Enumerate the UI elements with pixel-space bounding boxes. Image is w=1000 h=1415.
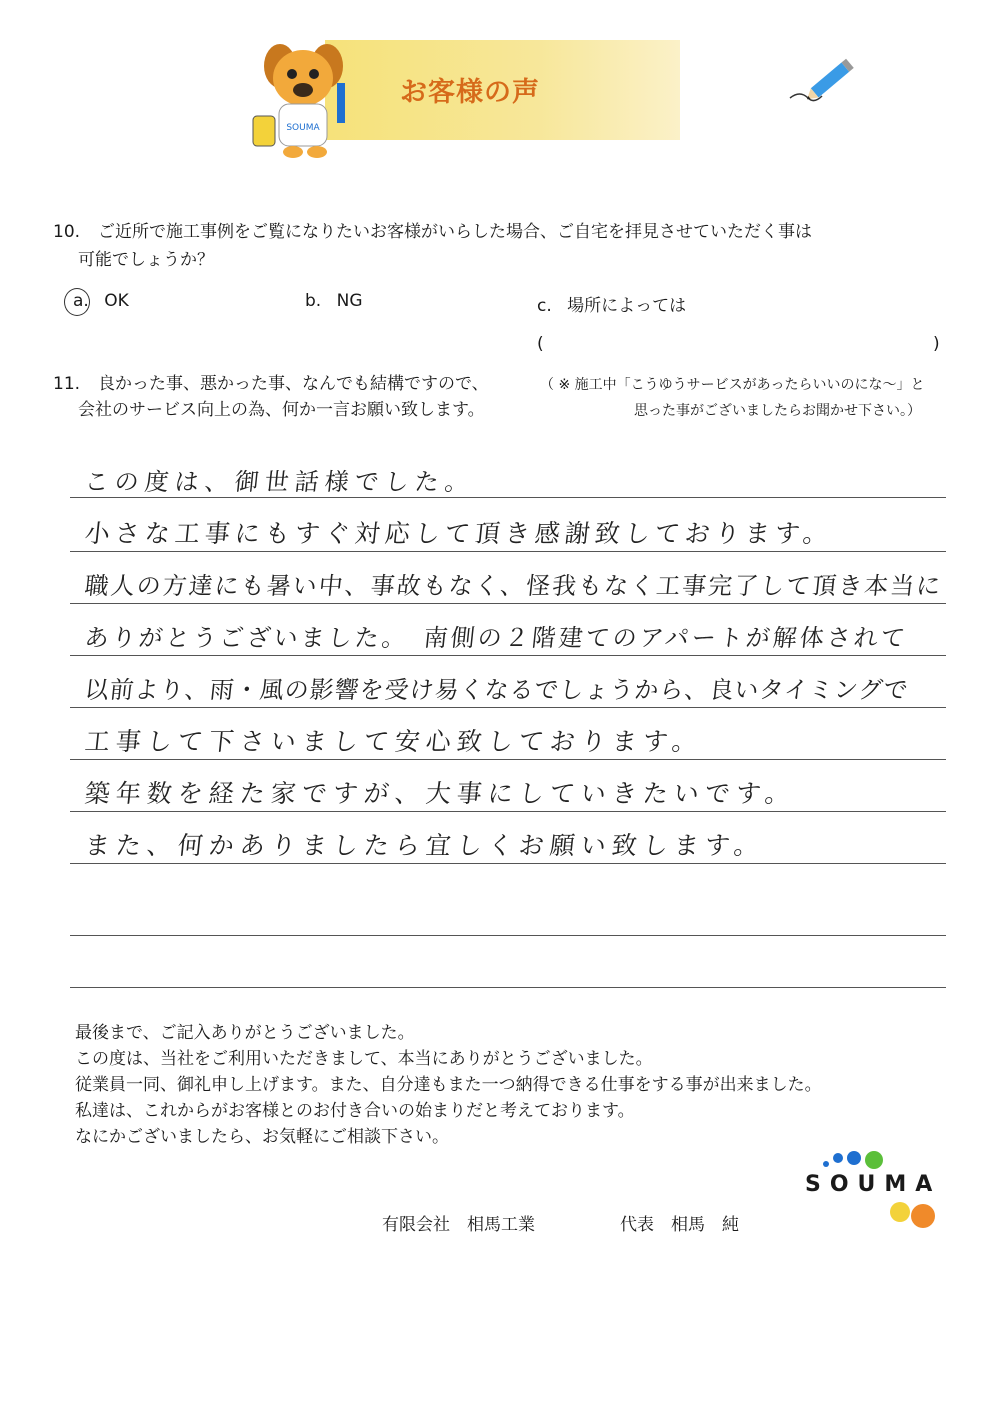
- ruled-line: [70, 707, 946, 708]
- mascot-shirt-text: SOUMA: [286, 123, 320, 133]
- answer-line: この度は、御世話様でした。: [83, 468, 477, 496]
- option-key: c.: [537, 296, 552, 316]
- page-title: お客様の声: [400, 77, 540, 108]
- ruled-line: [70, 935, 946, 936]
- question-10-line2: 可能でしょうか？: [78, 250, 214, 270]
- question-text: ご近所で施工事例をご覧になりたいお客様がいらした場合、ご自宅を拝見させていただく事は: [98, 222, 812, 242]
- question-number: 11.: [53, 374, 81, 394]
- logo-bottom-dots-icon: [885, 1198, 945, 1230]
- paren-open: (: [537, 334, 544, 354]
- closing-line: 私達は、これからがお客様とのお付き合いの始まりだと考えております。: [75, 1101, 635, 1121]
- closing-line: なにかございましたら、お気軽にご相談下さい。: [75, 1127, 449, 1147]
- logo-dots-icon: [820, 1148, 890, 1172]
- answer-line: 以前より、雨・風の影響を受け易くなるでしょうから、良いタイミングで: [83, 676, 911, 704]
- ruled-line: [70, 603, 946, 604]
- ruled-line: [70, 759, 946, 760]
- answer-line: また、何かありましたら宜しくお願い致します。: [83, 831, 767, 860]
- question-number: 10.: [53, 222, 81, 242]
- question-11-note-1: （ ※ 施工中「こうゆうサービスがあったらいいのにな～」と: [540, 377, 925, 393]
- option-label: NG: [336, 291, 363, 311]
- closing-message: [75, 1020, 822, 1150]
- question-11-note-2: 思った事がございましたらお聞かせ下さい。）: [634, 403, 921, 419]
- ruled-line: [70, 551, 946, 552]
- closing-line: この度は、当社をご利用いただきまして、本当にありがとうございました。: [75, 1049, 653, 1069]
- option-b[interactable]: [305, 291, 363, 311]
- option-label: OK: [104, 291, 129, 311]
- question-11: [53, 370, 489, 398]
- question-10: [53, 218, 812, 246]
- pencil-icon: [785, 50, 860, 110]
- representative-name: 代表 相馬 純: [620, 1215, 739, 1235]
- question-text: 良かった事、悪かった事、なんでも結構ですので、: [98, 374, 489, 394]
- paren-close: ): [933, 334, 940, 354]
- answer-line: 小さな工事にもすぐ対応して頂き感謝致しております。: [83, 519, 835, 548]
- option-c[interactable]: [537, 291, 686, 316]
- closing-line: 最後まで、ご記入ありがとうございました。: [75, 1023, 415, 1043]
- dog-mascot-icon: [245, 38, 360, 163]
- answer-line: 職人の方達にも暑い中、事故もなく、怪我もなく工事完了して頂き本当に: [83, 572, 944, 600]
- company-name: 有限会社 相馬工業: [382, 1215, 535, 1235]
- question-11-line2: 会社のサービス向上の為、何か一言お願い致します。: [78, 400, 485, 420]
- answer-line: 工事して下さいまして安心致しております。: [83, 727, 705, 756]
- logo-text: SOUMA: [805, 1172, 942, 1197]
- closing-line: 従業員一同、御礼申し上げます。また、自分達もまた一つ納得できる仕事をする事が出来ました。: [75, 1075, 822, 1095]
- answer-line: 築年数を経た家ですが、大事にしていきたいです。: [83, 779, 798, 808]
- option-key: b.: [305, 291, 322, 311]
- ruled-line: [70, 811, 946, 812]
- ruled-line: [70, 863, 946, 864]
- option-key: a.: [73, 291, 89, 311]
- ruled-line: [70, 497, 946, 498]
- option-a[interactable]: [73, 291, 129, 311]
- answer-line: ありがとうございました。 南側の２階建てのアパートが解体されて: [83, 624, 910, 652]
- ruled-line: [70, 987, 946, 988]
- option-label: 場所によっては: [567, 296, 687, 316]
- ruled-line: [70, 655, 946, 656]
